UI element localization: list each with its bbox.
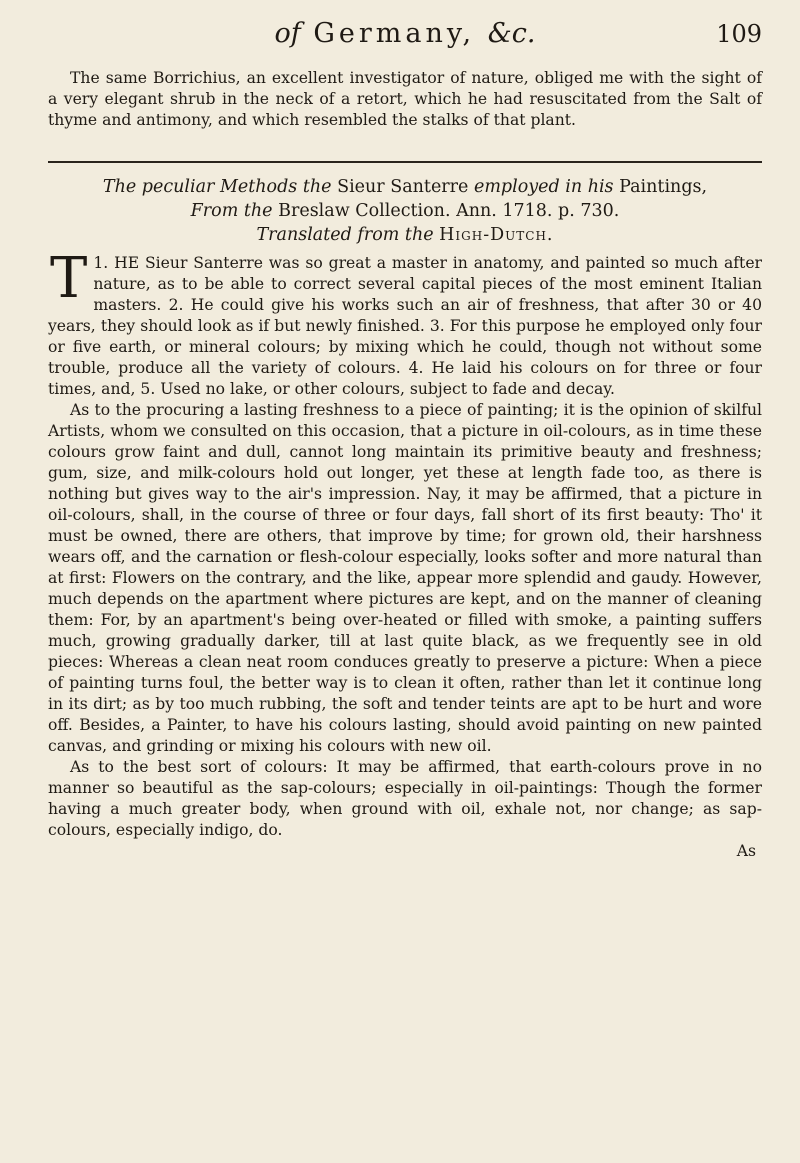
- article-translation-line: [48, 223, 762, 247]
- article-title-part: The peculiar Methods the: [102, 177, 332, 197]
- section-divider: [48, 161, 762, 163]
- colours-paragraph: As to the best sort of colours: It may be affirmed, that earth-colours prove in no manner so beautiful as the sap-colours; especially in oil-paintings: Though the former having a much greater body, when ground with oil, exhale not, nor change; as sap-colours, especially indigo, do.: [48, 758, 762, 839]
- running-title-of: of: [274, 18, 301, 49]
- article-translation-label: Translated from the: [256, 225, 434, 245]
- running-title: [48, 18, 762, 49]
- freshness-paragraph: As to the procuring a lasting freshness to a piece of painting; it is the opinion of skilful Artists, whom we consulted on this occasion, that a picture in oil-colours, as in time these colours grow faint and dull, cannot long maintain its primitive beauty and freshness; gum, size, and milk-colours hold out longer, yet these at length fade too, as there is nothing but gives way to the air's impression. Nay, it may be affirmed, that a picture in oil-colours, shall, in the course of three or four days, fall short of its first beauty: Tho' it must be owned, there are others, that improve by time; for grown old, their harshness wears off, and the carnation or flesh-colour especially, looks softer and more natural than at first: Flowers on the contrary, and the like, appear more splendid and gaudy. However, much depends on the apartment where pictures are kept, and on the manner of cleaning them: For, by an apartment's being over-heated or filled with smoke, a painting suffers much, growing gradually darker, till at last quite black, as we frequently see in old pieces: Whereas a clean neat room conduces greatly to preserve a picture: When a piece of painting turns foul, the better way is to clean it often, rather than let it continue long in its dirt; as by too much rubbing, the soft and tender teints are apt to be hurt and wore off. Besides, a Painter, to have his colours lasting, should avoid painting on new painted canvas, and grinding or mixing his colours with new oil.: [48, 401, 762, 755]
- article-title-subject: Paintings,: [619, 177, 708, 197]
- running-title-main: Germany,: [313, 18, 476, 49]
- running-head: [48, 12, 762, 62]
- running-title-etc: &c.: [487, 18, 536, 49]
- catchword: As: [736, 842, 756, 860]
- numbered-paragraph-text: HE Sieur Santerre was so great a master in anatomy, and painted so much after nature, as to be able to correct several capital pieces of the most eminent Italian masters. 2. He could give his works such an air of freshness, that after 30 or 40 years, they should look as if but newly finished. 3. For this purpose he employed only four or five earth, or mineral colours; by mixing which he could, though not without some trouble, produce all the variety of colours. 4. He laid his colours on for three or four times, and, 5. Used no lake, or other colours, subject to fade and decay.: [48, 254, 762, 398]
- article-title-line: [48, 175, 762, 199]
- article-title-part: employed in his: [473, 177, 614, 197]
- paragraph-number: 1.: [93, 254, 109, 272]
- article-source-line: [48, 199, 762, 223]
- article-heading: [48, 175, 762, 247]
- drop-cap: T: [50, 246, 88, 311]
- article-translation-language: High-Dutch.: [439, 225, 554, 245]
- article-source: Breslaw Collection. Ann. 1718. p. 730.: [278, 201, 620, 221]
- body-text: [48, 68, 762, 862]
- article-title-author: Sieur Santerre: [337, 177, 469, 197]
- article-source-label: From the: [190, 201, 273, 221]
- intro-paragraph: The same Borrichius, an excellent investigator of nature, obliged me with the sight of a very elegant shrub in the neck of a retort, which he had resuscitated from the Salt of thyme and antimony, and which resembled the stalks of that plant.: [48, 69, 762, 129]
- page-number: 109: [716, 20, 762, 48]
- numbered-paragraph: [48, 246, 762, 400]
